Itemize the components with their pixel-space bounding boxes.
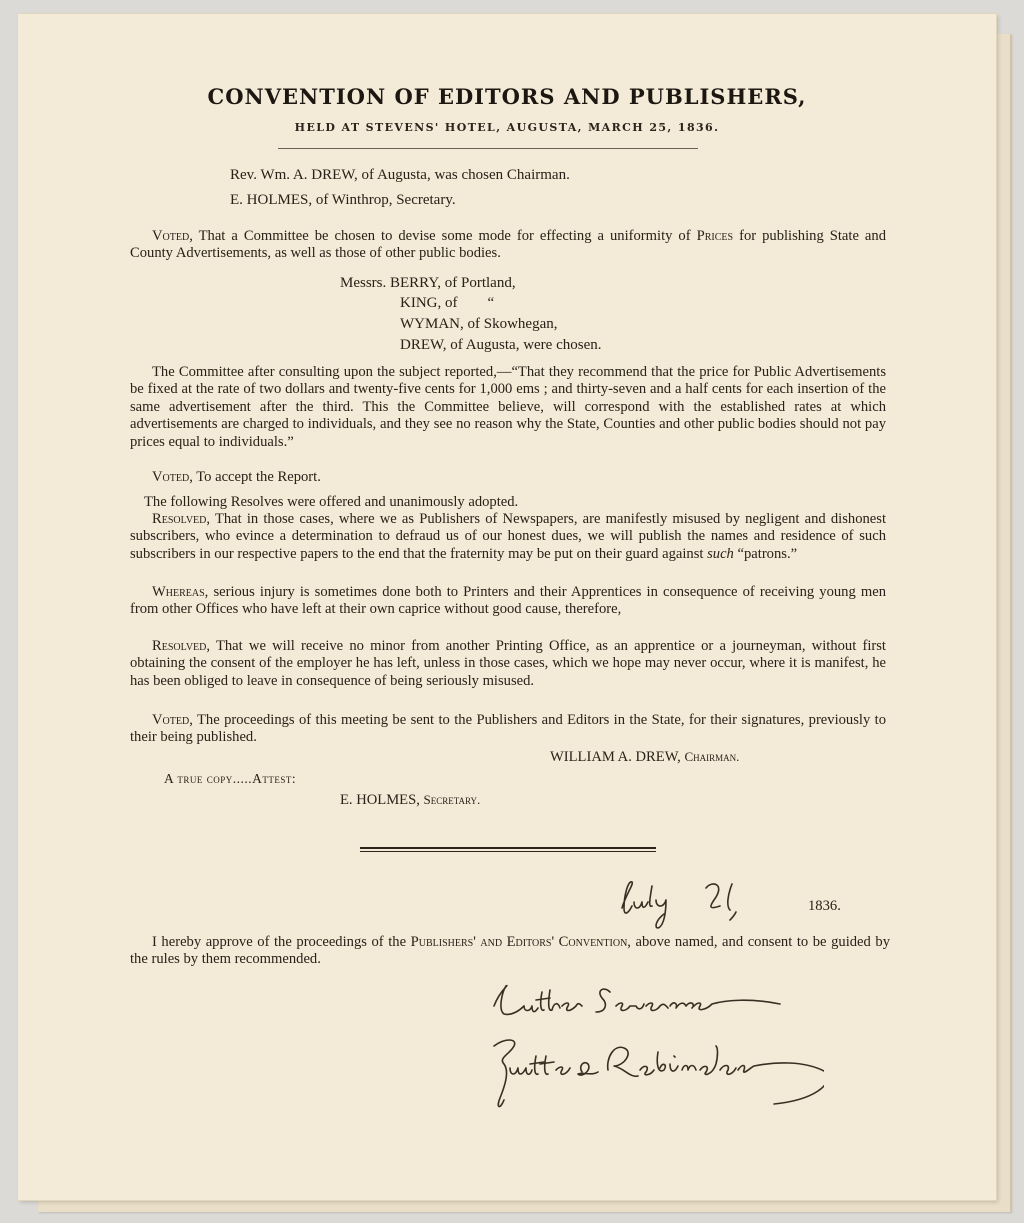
vote-3-lead: Voted, [152,712,193,728]
vote-1-prices: Prices [696,228,734,244]
chairman-line: Rev. Wm. A. DREW, of Augusta, was chosen Chairman. [230,167,570,183]
vote-1-paragraph [130,228,886,263]
chairman-title: Chairman. [684,749,740,764]
signature-luther-severance [480,976,800,1032]
chairman-name: WILLIAM A. DREW, [550,749,681,765]
resolves-intro [130,494,886,511]
vote-1-text: That a Committee be chosen to devise some mode for effecting a uniformity of [198,228,691,244]
vote-2-paragraph [130,469,886,486]
whereas-lead: Whereas, [152,584,209,600]
vote-2-lead: Voted, [152,469,193,485]
document-subtitle: HELD AT STEVENS' HOTEL, AUGUSTA, MARCH 25, 1836. [294,121,720,134]
approval-year: 1836. [808,898,841,914]
attest-line: A true copy.....Attest: [164,771,297,786]
resolve-1-lead: Resolved, [152,511,211,527]
report-text: The Committee after consulting upon the subject reported,—“That they recommend that the price for Public Advertisements be fixed at the rate of two dollars and twenty-five cents for 1,000 ems ; and thirty-seven and a half cents for each insertion of the same advertisement after the third. This the Committee believe, will correspond with the established rates at which advertisements are charged to individuals, and they see no reason why the State, Counties and other public bodies should not pay prices equal to individuals.” [130,364,886,450]
whereas-text: serious injury is sometimes done both to Printers and their Apprentices in consequence of receiving young men from other Offices who have left at their own caprice without good cause, therefore, [130,584,886,618]
committee-member-3: WYMAN, of Skowhegan, [400,316,558,332]
secretary-name: E. HOLMES, [340,792,420,808]
committee-member-2: KING, of “ [400,295,495,311]
secretary-title: Secretary. [423,792,481,807]
resolve-2-text: That we will receive no minor from another Printing Office, as an apprentice or a journeyman, without first obtaining the consent of the employer he has left, unless in those cases, which we hope may never occur, where it is manifest, he has been obliged to leave in consequence of being seriously misused. [130,638,886,689]
vote-2-text: To accept the Report. [196,469,321,485]
resolve-2-lead: Resolved, [152,638,211,654]
chairman-signoff [550,748,739,766]
resolve-2-paragraph [130,638,886,690]
resolve-1-text: That in those cases, where we as Publishers of Newspapers, are manifestly misused by negligent and dishonest subscribers, who evince a determination to defraud us of our honest dues, we will publish the names and residence of such subscribers in our respective papers to the end that the fraternity may be put on their guard against [130,511,886,562]
document-title: CONVENTION OF EDITORS AND PUBLISHERS, [207,84,807,109]
secretary-line: E. HOLMES, of Winthrop, Secretary. [230,192,456,208]
vote-1-lead: Voted, [152,228,193,244]
committee-member-1: Messrs. BERRY, of Portland, [340,275,516,291]
signature-smith-robinson [474,1028,824,1118]
vote-1-text-2: for publishing State and County Advertisements, as well as those of other public bodies. [130,228,887,262]
vote-3-text: The proceedings of this meeting be sent to the Publishers and Editors in the State, for their signatures, previously to their being published. [130,712,887,746]
approval-text: above named, and consent to be guided by the rules by them recommended. [130,934,890,968]
resolve-1-emphasis: such [707,545,734,562]
section-divider [360,847,656,852]
approval-convention-name: Publishers' and Editors' Convention, [410,934,631,950]
committee-member-4: DREW, of Augusta, were chosen. [400,337,602,353]
resolve-1-tail: “patrons.” [737,545,798,562]
resolves-intro-text: The following Resolves were offered and unanimously adopted. [144,494,519,510]
document-page [18,14,996,1200]
whereas-paragraph [130,584,886,619]
title-rule [278,148,698,149]
resolve-1-paragraph [130,511,886,563]
approval-lead: I hereby approve of the proceedings of the [152,934,407,950]
secretary-signoff [340,791,480,809]
approval-paragraph [130,934,890,969]
handwritten-date [608,872,778,934]
vote-3-paragraph [130,712,886,747]
report-paragraph [130,364,886,451]
